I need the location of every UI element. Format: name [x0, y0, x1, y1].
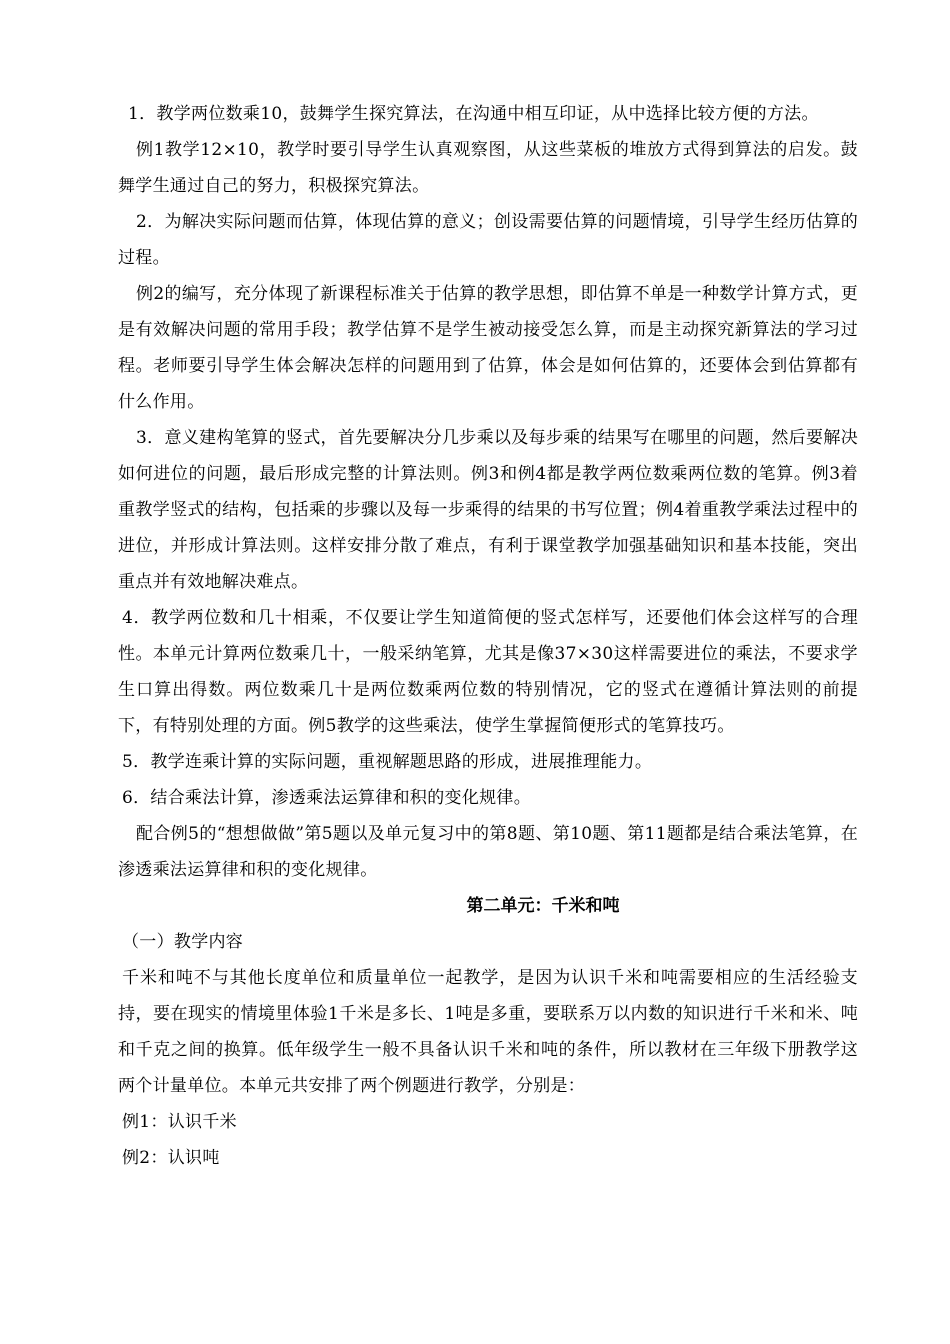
list-item-example-2: 例2：认识吨: [122, 1148, 220, 1168]
section-heading-teaching-content: （一）教学内容: [122, 932, 244, 952]
paragraph-coordination: 配合例5的“想想做做”第5题以及单元复习中的第8题、第10题、第11题都是结合乘法笔算，在渗透乘法运算律和积的变化规律。: [118, 824, 858, 880]
paragraph-point-5: 5．教学连乘计算的实际问题，重视解题思路的形成，进展推理能力。: [122, 752, 653, 772]
paragraph-point-1: 1．教学两位数乘10，鼓舞学生探究算法，在沟通中相互印证，从中选择比较方便的方法。: [128, 104, 819, 124]
paragraph-point-3: 3．意义建构笔算的竖式，首先要解决分几步乘以及每步乘的结果写在哪里的问题，然后要解决如何进位的问题，最后形成完整的计算法则。例3和例4都是教学两位数乘两位数的笔算。例3着重教学竖式的结构，包括乘的步骤以及每一步乘得的结果的书写位置；例4着重教学乘法过程中的进位，并形成计算法则。这样安排分散了难点，有利于课堂教学加强基础知识和基本技能，突出重点并有效地解决难点。: [118, 428, 858, 592]
paragraph-point-6: 6．结合乘法计算，渗透乘法运算律和积的变化规律。: [122, 788, 532, 808]
paragraph-point-4: 4．教学两位数和几十相乘，不仅要让学生知道简便的竖式怎样写，还要他们体会这样写的合理性。本单元计算两位数乘几十，一般采纳笔算，尤其是像37×30这样需要进位的乘法，不要求学生口算出得数。两位数乘几十是两位数乘两位数的特别情况，它的竖式在遵循计算法则的前提下，有特别处理的方面。例5教学的这些乘法，使学生掌握简便形式的笔算技巧。: [118, 608, 858, 736]
paragraph-example-1: 例1教学12×10，教学时要引导学生认真观察图，从这些菜板的堆放方式得到算法的启发。鼓舞学生通过自己的努力，积极探究算法。: [118, 140, 858, 196]
list-item-example-1: 例1：认识千米: [122, 1112, 237, 1132]
paragraph-point-2: 2．为解决实际问题而估算，体现估算的意义；创设需要估算的问题情境，引导学生经历估算的过程。: [118, 212, 858, 268]
unit-heading: 第二单元：千米和吨: [466, 896, 620, 916]
paragraph-unit-intro: 千米和吨不与其他长度单位和质量单位一起教学，是因为认识千米和吨需要相应的生活经验支持，要在现实的情境里体验1千米是多长、1吨是多重，要联系万以内数的知识进行千米和米、吨和千克之间的换算。低年级学生一般不具备认识千米和吨的条件，所以教材在三年级下册教学这两个计量单位。本单元共安排了两个例题进行教学，分别是：: [118, 968, 858, 1096]
document-body: [118, 96, 858, 1176]
paragraph-example-2: 例2的编写，充分体现了新课程标准关于估算的教学思想，即估算不单是一种数学计算方式，更是有效解决问题的常用手段；教学估算不是学生被动接受怎么算，而是主动探究新算法的学习过程。老师要引导学生体会解决怎样的问题用到了估算，体会是如何估算的，还要体会到估算都有什么作用。: [118, 284, 858, 412]
